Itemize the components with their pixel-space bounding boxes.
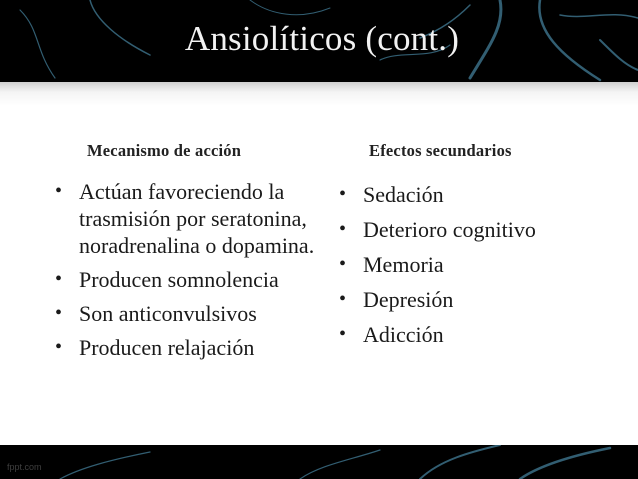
bullet-text: Producen relajación (79, 335, 255, 360)
slide-title: Ansiolíticos (cont.) (184, 19, 460, 58)
list-item (339, 181, 619, 208)
bullet-text: Producen somnolencia (79, 267, 279, 292)
list-item (339, 321, 619, 348)
title-bar (0, 0, 638, 82)
bullet-text: Adicción (363, 322, 444, 347)
list-item (339, 286, 619, 313)
list-item (55, 266, 335, 293)
bullet-text: Sedación (363, 182, 444, 207)
bullet-icon: • (339, 323, 347, 345)
list-item (55, 334, 335, 361)
watermark: fppt.com (7, 462, 42, 472)
bullet-icon: • (55, 268, 63, 290)
bullet-text: Actúan favoreciendo la trasmisión por seratonina, noradrenalina o dopamina. (79, 179, 315, 258)
right-bullet-list (339, 181, 619, 356)
bullet-icon: • (55, 302, 63, 324)
bullet-icon: • (339, 218, 347, 240)
list-item (55, 178, 335, 259)
content-panel (0, 82, 638, 445)
list-item (339, 251, 619, 278)
list-item (55, 300, 335, 327)
bullet-text: Deterioro cognitivo (363, 217, 536, 242)
bullet-text: Depresión (363, 287, 454, 312)
bullet-icon: • (339, 183, 347, 205)
bullet-icon: • (339, 288, 347, 310)
bullet-text: Son anticonvulsivos (79, 301, 257, 326)
bullet-icon: • (55, 336, 63, 358)
left-column-heading: Mecanismo de acción (87, 141, 242, 160)
bullet-icon: • (55, 180, 63, 202)
list-item (339, 216, 619, 243)
right-column-heading: Efectos secundarios (369, 141, 512, 160)
bullet-icon: • (339, 253, 347, 275)
bullet-text: Memoria (363, 252, 444, 277)
left-bullet-list (55, 178, 335, 368)
